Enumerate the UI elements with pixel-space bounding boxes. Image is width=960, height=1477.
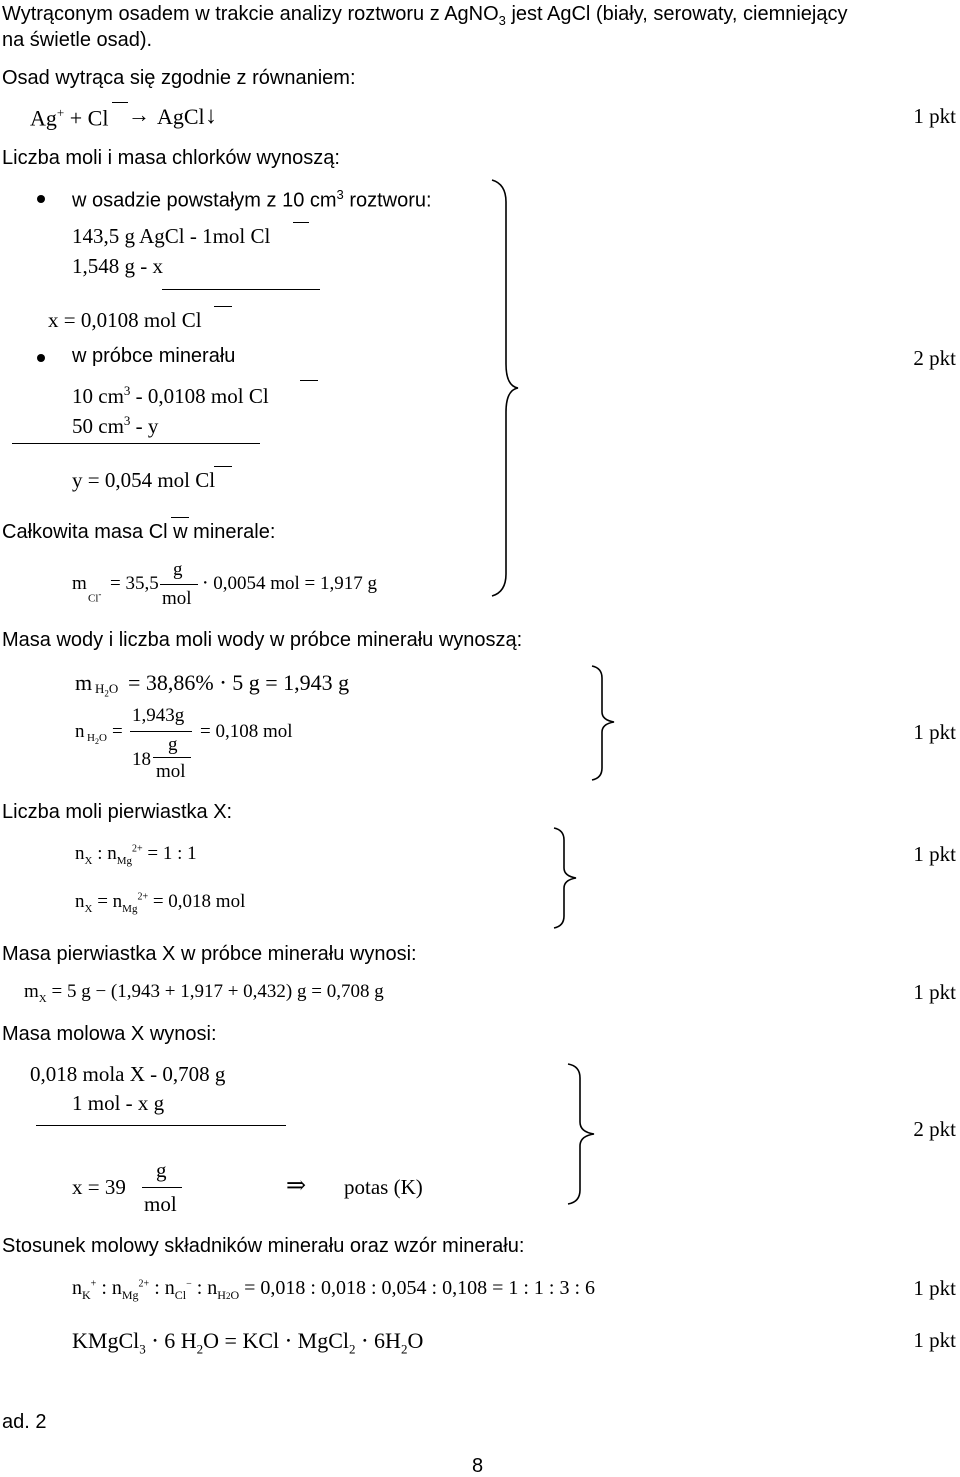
fa-sub: 3	[139, 1341, 146, 1357]
p2-l1-sup: 3	[123, 383, 131, 398]
fa: KMgCl	[72, 1328, 140, 1353]
molar-result-bar	[142, 1187, 182, 1188]
page-number: 8	[472, 1455, 484, 1477]
ratio-title: Stosunek molowy składników minerału oraz wzór minerału:	[2, 1235, 525, 1257]
p2-result-overline	[214, 466, 232, 467]
rs3: Cl	[174, 1288, 187, 1302]
ag: Ag	[30, 105, 57, 131]
proportion-2-result: y = 0,054 mol Cl	[72, 468, 216, 492]
moles-x	[75, 892, 245, 915]
p2-l2-b: - y	[130, 414, 159, 438]
points-element-x: 1 pkt	[913, 842, 956, 866]
r2-c: = 0,018 mol	[148, 891, 246, 912]
points-ratio: 1 pkt	[913, 1276, 956, 1300]
m-cl-frac-den: mol	[162, 588, 192, 609]
fd: ⋅ 6H	[355, 1328, 401, 1353]
rn3: : n	[149, 1277, 175, 1299]
r1-n: n	[75, 843, 85, 864]
reaction-product: AgCl	[157, 104, 205, 129]
ratio-rest: = 0,018 : 0,018 : 0,054 : 0,108 = 1 : 1 : 3 : 6	[239, 1277, 596, 1299]
r2-sup2: 2+	[137, 891, 149, 903]
proportion-2-line-2	[72, 414, 158, 437]
equation-title: Osad wytrąca się zgodnie z równaniem:	[2, 67, 356, 89]
points-chlorides: 2 pkt	[913, 346, 956, 370]
r2-n: n	[75, 891, 85, 912]
o: O	[108, 681, 119, 696]
mx-m: m	[24, 981, 39, 1002]
ratio-equation	[72, 1278, 595, 1301]
rs4: H	[217, 1288, 226, 1302]
n-h2o-sub	[87, 733, 107, 746]
rs3sup: −	[186, 1278, 192, 1290]
r2-sub2: Mg	[122, 902, 138, 915]
m-cl-sub-text: Cl	[88, 592, 99, 605]
n-h2o-bar	[130, 731, 192, 732]
brace-element-x	[552, 826, 582, 930]
implies-arrow: ⇒	[286, 1173, 307, 1199]
brace-water	[590, 664, 620, 782]
n-h2o-eqsign: =	[112, 721, 123, 742]
b1-text-b: roztworu:	[343, 189, 432, 212]
r1-c: = 1 : 1	[142, 843, 197, 864]
molar-proportion-line-2: 1 mol - x g	[72, 1091, 165, 1115]
p2-l1-b: - 0,0108 mol Cl	[130, 384, 269, 408]
b1-sup: 3	[336, 187, 344, 202]
mx-eq: = 5 g − (1,943 + 1,917 + 0,432) g = 0,708 g	[46, 981, 384, 1002]
mineral-formula	[72, 1330, 423, 1355]
intro-text-a: Wytrąconym osadem w trakcie analizy roztworu z AgNO	[2, 3, 499, 25]
rs1sup: +	[90, 1278, 97, 1290]
h: H	[95, 681, 105, 696]
m-h2o-sub	[95, 682, 118, 699]
m-cl-rest: ⋅ 0,0054 mol = 1,917 g	[202, 573, 378, 594]
rs4c: O	[230, 1288, 240, 1302]
intro-line-1	[2, 4, 848, 27]
r1-sub2: Mg	[116, 854, 133, 867]
points-water: 1 pkt	[913, 720, 956, 744]
rs4b: 2	[225, 1291, 231, 1301]
p1-result-overline	[214, 306, 232, 307]
r1-b: : n	[92, 843, 117, 864]
m-h2o: m	[75, 670, 93, 695]
mass-x-title: Masa pierwiastka X w próbce minerału wynosi:	[2, 943, 417, 965]
precipitate-arrow: ↓	[205, 103, 217, 129]
r1-sup2: 2+	[132, 843, 143, 855]
fc: O = KCl ⋅ MgCl	[203, 1328, 350, 1353]
rn1: n	[72, 1277, 82, 1299]
m-cl-eq: = 35,5	[110, 573, 159, 594]
proportion-1-line-1: 143,5 g AgCl - 1mol Cl	[72, 224, 271, 248]
b1-text-a: w osadzie powstałym z 10 cm	[72, 189, 337, 212]
m-cl-sub	[88, 590, 101, 605]
bullet-1	[37, 195, 45, 203]
n-h2o-den-bar	[153, 757, 191, 758]
proportion-1-line-2: 1,548 g - x	[72, 254, 163, 278]
bullet-2	[37, 354, 45, 362]
n-h2o-num: 1,943g	[132, 705, 185, 726]
proportion-1-rule	[162, 289, 320, 290]
task-number: ad. 2	[2, 1411, 47, 1433]
no: O	[98, 732, 107, 744]
fe: O	[407, 1328, 424, 1353]
rs2: Mg	[121, 1288, 139, 1302]
total-title-overline	[171, 517, 189, 518]
proportion-2-line-1	[72, 384, 269, 407]
p1-overline	[293, 222, 309, 223]
brace-molar-x	[566, 1062, 600, 1206]
element-x-title: Liczba moli pierwiastka X:	[2, 801, 233, 823]
r2-b: = n	[92, 891, 123, 912]
p2-l2-sup: 3	[123, 413, 131, 428]
m-cl: m	[72, 573, 87, 594]
intro-text-b: jest AgCl (biały, serowaty, ciemniejący	[505, 3, 848, 25]
p2-l1-a: 10 cm	[72, 384, 124, 408]
fc-sub: 2	[349, 1341, 356, 1357]
molar-x-title: Masa molowa X wynosi:	[2, 1023, 217, 1045]
p2-l2-a: 50 cm	[72, 414, 124, 438]
fb-sub: 2	[196, 1341, 204, 1357]
rs2sup: 2+	[138, 1278, 150, 1290]
m-cl-sub-sup: -	[98, 589, 102, 599]
total-chloride-title: Całkowita masa Cl w minerale:	[2, 521, 276, 543]
bullet-1-text	[72, 188, 432, 211]
n-h2o-result: = 0,108 mol	[200, 721, 293, 742]
points-mass-x: 1 pkt	[913, 980, 956, 1004]
proportion-2-rule	[12, 443, 260, 444]
mx-sub: X	[38, 992, 47, 1005]
molar-proportion-rule	[36, 1125, 286, 1126]
intro-line-2: na świetle osad).	[2, 29, 153, 51]
rn2: : n	[96, 1277, 122, 1299]
reaction-arrow: →	[128, 102, 150, 127]
r2-sub: X	[84, 902, 93, 915]
fd-sub: 2	[400, 1341, 408, 1357]
n-h2o: n	[75, 721, 85, 742]
molar-proportion-line-1: 0,018 mola X - 0,708 g	[30, 1062, 226, 1086]
nh: H	[87, 732, 95, 744]
water-title: Masa wody i liczba moli wody w próbce minerału wynoszą:	[2, 629, 523, 651]
p2-overline	[300, 380, 318, 381]
conclusion-potassium: potas (K)	[344, 1175, 423, 1199]
points-molar-x: 2 pkt	[913, 1117, 956, 1141]
m-cl-frac-bar	[160, 584, 198, 585]
chlorides-title: Liczba moli i masa chlorków wynoszą:	[2, 147, 340, 169]
molar-result: x = 39	[72, 1175, 126, 1199]
ag-charge: +	[56, 105, 65, 120]
rn4: : n	[191, 1277, 218, 1299]
mass-x-equation	[24, 982, 384, 1005]
points-formula: 1 pkt	[913, 1328, 956, 1352]
n-h2o-den-num: g	[168, 734, 178, 755]
m-cl-frac-num: g	[173, 559, 183, 580]
intro-sub: 3	[498, 13, 506, 28]
bullet-2-text: w próbce minerału	[72, 345, 236, 367]
proportion-1-result: x = 0,0108 mol Cl	[48, 308, 202, 332]
h2: 2	[104, 688, 109, 699]
ratio-x-mg	[75, 844, 197, 867]
n-h2o-den-den: mol	[156, 761, 186, 782]
chloride: + Cl	[64, 105, 109, 131]
n-h2o-den-a: 18	[132, 749, 151, 770]
r1-sub: X	[84, 854, 93, 867]
brace-chlorides	[488, 178, 522, 598]
molar-result-den: mol	[144, 1192, 177, 1216]
points-reaction: 1 pkt	[913, 104, 956, 128]
fb: ⋅ 6 H	[145, 1328, 197, 1353]
nh2: 2	[94, 737, 99, 747]
m-h2o-eq: = 38,86% ⋅ 5 g = 1,943 g	[128, 670, 350, 695]
molar-result-num: g	[156, 1158, 167, 1182]
reaction-equation	[30, 106, 108, 129]
rs1: K	[82, 1288, 91, 1302]
chloride-overline	[112, 102, 128, 103]
